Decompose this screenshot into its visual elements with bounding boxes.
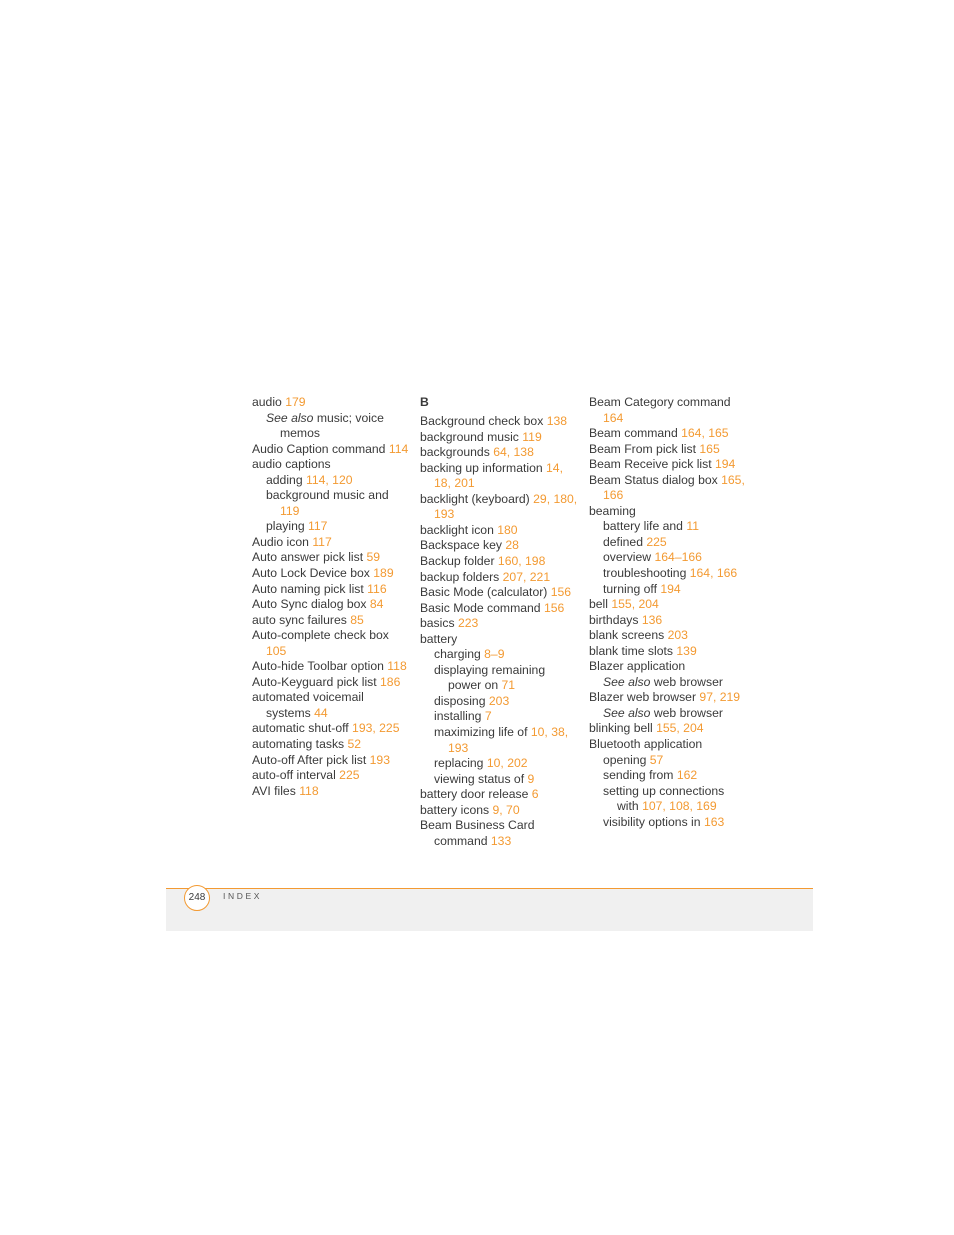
index-term-text: Background check box: [420, 414, 547, 429]
index-term-text: Beam Category command: [589, 395, 731, 409]
index-term-text: Beam Business Card: [420, 818, 535, 833]
page-reference-link[interactable]: 225: [646, 534, 667, 549]
index-term-text: Auto naming pick list: [252, 581, 368, 596]
index-term-text: Auto Sync dialog box: [252, 597, 370, 612]
index-entry: [420, 678, 585, 694]
index-entry: [589, 721, 754, 737]
index-entry: [252, 690, 417, 706]
index-entry: [420, 538, 585, 554]
index-term-text: web browser: [650, 674, 723, 689]
index-term-text: blinking bell: [589, 721, 657, 736]
index-entry: [252, 613, 417, 629]
index-entry: [420, 772, 585, 788]
page-reference-link[interactable]: 189: [373, 566, 394, 581]
index-term-text: birthdays: [589, 612, 642, 627]
page-reference-link[interactable]: 9: [527, 771, 535, 786]
index-entry: [252, 784, 417, 800]
index-entry: [589, 753, 754, 769]
index-term-text: playing: [266, 519, 309, 534]
index-entry: [420, 461, 585, 477]
page-reference-link[interactable]: 114: [388, 441, 409, 456]
index-term-text: bell: [589, 597, 612, 612]
index-term-text: troubleshooting: [603, 566, 690, 581]
index-term-text: blank screens: [589, 628, 668, 643]
index-entry: [252, 753, 417, 769]
index-term-text: Blazer web browser: [589, 690, 700, 705]
index-entry: [589, 815, 754, 831]
index-term-text: audio: [252, 395, 286, 409]
page-reference-link[interactable]: 165,: [721, 472, 745, 487]
index-entry: [252, 768, 417, 784]
index-entry: [420, 834, 585, 850]
index-term-text: battery: [420, 631, 458, 646]
index-term-text: charging: [434, 647, 485, 662]
index-entry: [252, 411, 417, 427]
index-entry: [420, 663, 585, 679]
index-entry: [589, 582, 754, 598]
page-reference-link[interactable]: 117: [308, 519, 328, 534]
index-term-text: displaying remaining: [434, 662, 546, 677]
page-reference-link[interactable]: 44: [314, 705, 328, 720]
index-entry: [589, 737, 754, 753]
index-term-text: memos: [280, 426, 320, 441]
index-term-text: Auto Lock Device box: [252, 566, 374, 581]
index-term-text: power on: [448, 678, 502, 693]
index-entry: [420, 616, 585, 632]
page-reference-link[interactable]: 194: [660, 581, 681, 596]
index-term-text: opening: [603, 752, 650, 767]
page-reference-link[interactable]: 14,: [546, 460, 563, 475]
see-also-label: See also: [603, 674, 651, 689]
page-reference-link[interactable]: 203: [488, 693, 510, 708]
index-entry: [420, 430, 585, 446]
index-term-text: music; voice: [313, 410, 384, 425]
index-term-text: with: [617, 799, 643, 814]
index-entry: [589, 644, 754, 660]
index-entry: [420, 709, 585, 725]
index-entry: [420, 756, 585, 772]
index-entry: [589, 488, 754, 504]
index-entry: [420, 818, 585, 834]
index-entry: [589, 613, 754, 629]
index-term-text: web browser: [650, 705, 723, 720]
page-reference-link[interactable]: 207, 221: [502, 569, 551, 584]
index-entry: [589, 457, 754, 473]
index-entry: [589, 784, 754, 800]
index-entry: [252, 535, 417, 551]
index-entry: [420, 647, 585, 663]
page-reference-link[interactable]: 114, 120: [305, 472, 353, 487]
page-reference-link[interactable]: 133: [490, 833, 512, 848]
index-entry: [420, 694, 585, 710]
index-entry: [589, 504, 754, 520]
page-reference-link[interactable]: 118: [387, 659, 407, 674]
index-entry: [589, 675, 754, 691]
index-term-text: Backup folder: [420, 553, 498, 568]
index-term-text: backgrounds: [420, 445, 494, 460]
index-term-text: command: [434, 833, 491, 848]
index-entry: [252, 550, 417, 566]
page-reference-link[interactable]: 164, 165: [681, 426, 729, 441]
index-term-text: Beam command: [589, 426, 682, 441]
index-term-text: basics: [420, 616, 458, 631]
index-term-text: Basic Mode command: [420, 600, 544, 615]
index-entry: [589, 690, 754, 706]
page-reference-link[interactable]: 29, 180,: [533, 491, 578, 506]
index-entry: [589, 768, 754, 784]
page-reference-link[interactable]: 164: [603, 410, 624, 425]
page-reference-link[interactable]: 10, 38,: [530, 724, 569, 739]
page-reference-link[interactable]: 119: [280, 503, 300, 518]
index-term-text: turning off: [603, 581, 661, 596]
page-reference-link[interactable]: 71: [501, 678, 516, 693]
index-term-text: Auto-off After pick list: [252, 752, 370, 767]
index-term-text: blank time slots: [589, 643, 677, 658]
index-term-text: Auto-hide Toolbar option: [252, 659, 388, 674]
index-entry: [252, 473, 417, 489]
index-entry: [252, 442, 417, 458]
index-term-text: sending from: [603, 768, 677, 783]
index-entry: [589, 519, 754, 535]
index-entry: [589, 706, 754, 722]
index-term-text: battery icons: [420, 802, 493, 817]
index-term-text: Bluetooth application: [589, 737, 703, 752]
index-term-text: setting up connections: [603, 783, 725, 798]
page-reference-link[interactable]: 52: [347, 737, 362, 752]
index-entry: [589, 566, 754, 582]
page-reference-link[interactable]: 6: [531, 787, 539, 802]
index-entry: [252, 582, 417, 598]
index-entry: [252, 597, 417, 613]
index-term-text: Auto answer pick list: [252, 550, 367, 565]
index-entry: [420, 725, 585, 741]
index-entry: [420, 803, 585, 819]
page-reference-link[interactable]: 107, 108, 169: [642, 799, 717, 814]
page-reference-link[interactable]: 164–166: [654, 550, 702, 565]
page-reference-link[interactable]: 59: [366, 550, 381, 565]
page-reference-link[interactable]: 155, 204: [656, 721, 704, 736]
page-reference-link[interactable]: 105: [266, 643, 287, 658]
index-entry: [252, 426, 417, 442]
index-entry: [420, 507, 585, 523]
index-term-text: battery life and: [603, 519, 687, 534]
index-entry: [252, 395, 417, 411]
index-entry: [589, 395, 754, 411]
page-reference-link[interactable]: 165: [699, 441, 720, 456]
index-term-text: installing: [434, 709, 485, 724]
index-term-text: automated voicemail: [252, 690, 364, 705]
index-entry: [589, 426, 754, 442]
page-reference-link[interactable]: 162: [676, 768, 698, 783]
index-entry: [589, 628, 754, 644]
index-entry: [589, 535, 754, 551]
page-reference-link[interactable]: 156: [550, 585, 572, 600]
index-term-text: audio captions: [252, 457, 331, 472]
page-reference-link[interactable]: 138: [546, 414, 568, 429]
footer-band: [166, 888, 813, 931]
index-entry: [420, 445, 585, 461]
index-entry: [420, 554, 585, 570]
index-term-text: background music and: [266, 488, 389, 503]
index-term-text: automatic shut-off: [252, 721, 353, 736]
page-reference-link[interactable]: 7: [484, 709, 492, 724]
index-entry: [252, 488, 417, 504]
index-entry: [420, 492, 585, 508]
page-reference-link[interactable]: 85: [350, 612, 364, 627]
index-term-text: Auto-complete check box: [252, 628, 389, 643]
index-entry: [420, 741, 585, 757]
index-entry: [589, 442, 754, 458]
index-term-text: B: [420, 395, 429, 409]
page-reference-link[interactable]: 84: [369, 597, 384, 612]
index-term-text: Audio icon: [252, 534, 313, 549]
page-reference-link[interactable]: 194: [714, 457, 736, 472]
index-entry: [252, 504, 417, 520]
index-entry: [420, 570, 585, 586]
index-entry: [252, 737, 417, 753]
index-term-text: replacing: [434, 756, 487, 771]
index-entry: [252, 675, 417, 691]
index-term-text: viewing status of: [434, 771, 528, 786]
page-reference-link[interactable]: 8–9: [484, 647, 505, 662]
page-reference-link[interactable]: 97, 219: [699, 690, 741, 705]
page-reference-link[interactable]: 160, 198: [497, 553, 546, 568]
index-entry: [420, 601, 585, 617]
page-reference-link[interactable]: 64, 138: [493, 445, 534, 460]
page-reference-link[interactable]: 117: [312, 534, 332, 549]
index-entry: [252, 519, 417, 535]
index-term-text: Auto-Keyguard pick list: [252, 674, 381, 689]
index-entry: [252, 644, 417, 660]
page-reference-link[interactable]: 180: [497, 522, 518, 537]
index-term-text: auto sync failures: [252, 612, 351, 627]
index-entry: [252, 628, 417, 644]
page-reference-link[interactable]: 156: [543, 600, 565, 615]
index-term-text: Blazer application: [589, 659, 686, 674]
index-entry: [420, 414, 585, 430]
index-entry: [589, 411, 754, 427]
page-reference-link[interactable]: 164, 166: [689, 566, 738, 581]
index-term-text: beaming: [589, 503, 636, 518]
index-term-text: Beam Status dialog box: [589, 472, 722, 487]
index-entry: [420, 476, 585, 492]
index-entry: [420, 632, 585, 648]
page-reference-link[interactable]: 119: [522, 429, 542, 444]
page-reference-link[interactable]: 193: [369, 752, 390, 767]
page-reference-link[interactable]: 223: [457, 616, 479, 631]
index-entry: [252, 706, 417, 722]
index-term-text: backing up information: [420, 460, 547, 475]
page-reference-link[interactable]: 193: [448, 740, 469, 755]
index-term-text: background music: [420, 429, 523, 444]
index-term-text: defined: [603, 534, 647, 549]
page-reference-link[interactable]: 166: [603, 488, 624, 503]
page-reference-link[interactable]: 118: [299, 783, 319, 798]
page-reference-link[interactable]: 10, 202: [486, 756, 528, 771]
index-term-text: battery door release: [420, 787, 532, 802]
page-reference-link[interactable]: 203: [667, 628, 688, 643]
index-term-text: backlight (keyboard): [420, 491, 534, 506]
index-term-text: backlight icon: [420, 522, 498, 537]
index-entry: [252, 566, 417, 582]
index-term-text: systems: [266, 705, 315, 720]
index-entry: [589, 799, 754, 815]
index-column-3: [589, 395, 754, 830]
page-number: 248: [184, 885, 210, 911]
index-column-1: [252, 395, 417, 799]
index-entry: [589, 597, 754, 613]
page-reference-link[interactable]: 179: [285, 395, 306, 409]
page-reference-link[interactable]: 28: [505, 538, 519, 553]
index-term-text: Beam Receive pick list: [589, 457, 715, 472]
page-reference-link[interactable]: 9, 70: [492, 802, 520, 817]
index-term-text: automating tasks: [252, 737, 348, 752]
index-letter-heading: [420, 395, 585, 411]
page-reference-link[interactable]: 193, 225: [352, 721, 400, 736]
page-reference-link[interactable]: 18, 201: [434, 476, 475, 491]
page-reference-link[interactable]: 116: [367, 581, 387, 596]
index-entry: [589, 473, 754, 489]
index-entry: [252, 659, 417, 675]
footer-section-label: INDEX: [223, 891, 262, 901]
index-entry: [420, 787, 585, 803]
page-reference-link[interactable]: 11: [686, 519, 699, 534]
page-reference-link[interactable]: 163: [703, 814, 725, 829]
page-reference-link[interactable]: 139: [676, 643, 697, 658]
page-reference-link[interactable]: 155, 204: [611, 597, 659, 612]
see-also-label: See also: [266, 410, 314, 425]
index-term-text: overview: [603, 550, 655, 565]
index-term-text: disposing: [434, 693, 489, 708]
index-term-text: AVI files: [252, 783, 300, 798]
see-also-label: See also: [603, 705, 651, 720]
index-entry: [252, 457, 417, 473]
page-reference-link[interactable]: 193: [434, 507, 455, 522]
index-term-text: adding: [266, 472, 306, 487]
index-term-text: visibility options in: [603, 814, 704, 829]
index-term-text: Audio Caption command: [252, 441, 389, 456]
index-term-text: Beam From pick list: [589, 441, 700, 456]
index-term-text: Backspace key: [420, 538, 506, 553]
page-reference-link[interactable]: 186: [380, 674, 401, 689]
index-column-2: [420, 395, 585, 849]
index-entry: [589, 550, 754, 566]
index-entry: [589, 659, 754, 675]
page-reference-link[interactable]: 225: [339, 768, 360, 783]
index-entry: [420, 585, 585, 601]
page-reference-link[interactable]: 57: [649, 752, 664, 767]
page-reference-link[interactable]: 136: [641, 612, 663, 627]
index-term-text: backup folders: [420, 569, 503, 584]
index-term-text: auto-off interval: [252, 768, 340, 783]
index-term-text: Basic Mode (calculator): [420, 585, 551, 600]
index-entry: [252, 721, 417, 737]
index-term-text: maximizing life of: [434, 724, 531, 739]
index-entry: [420, 523, 585, 539]
